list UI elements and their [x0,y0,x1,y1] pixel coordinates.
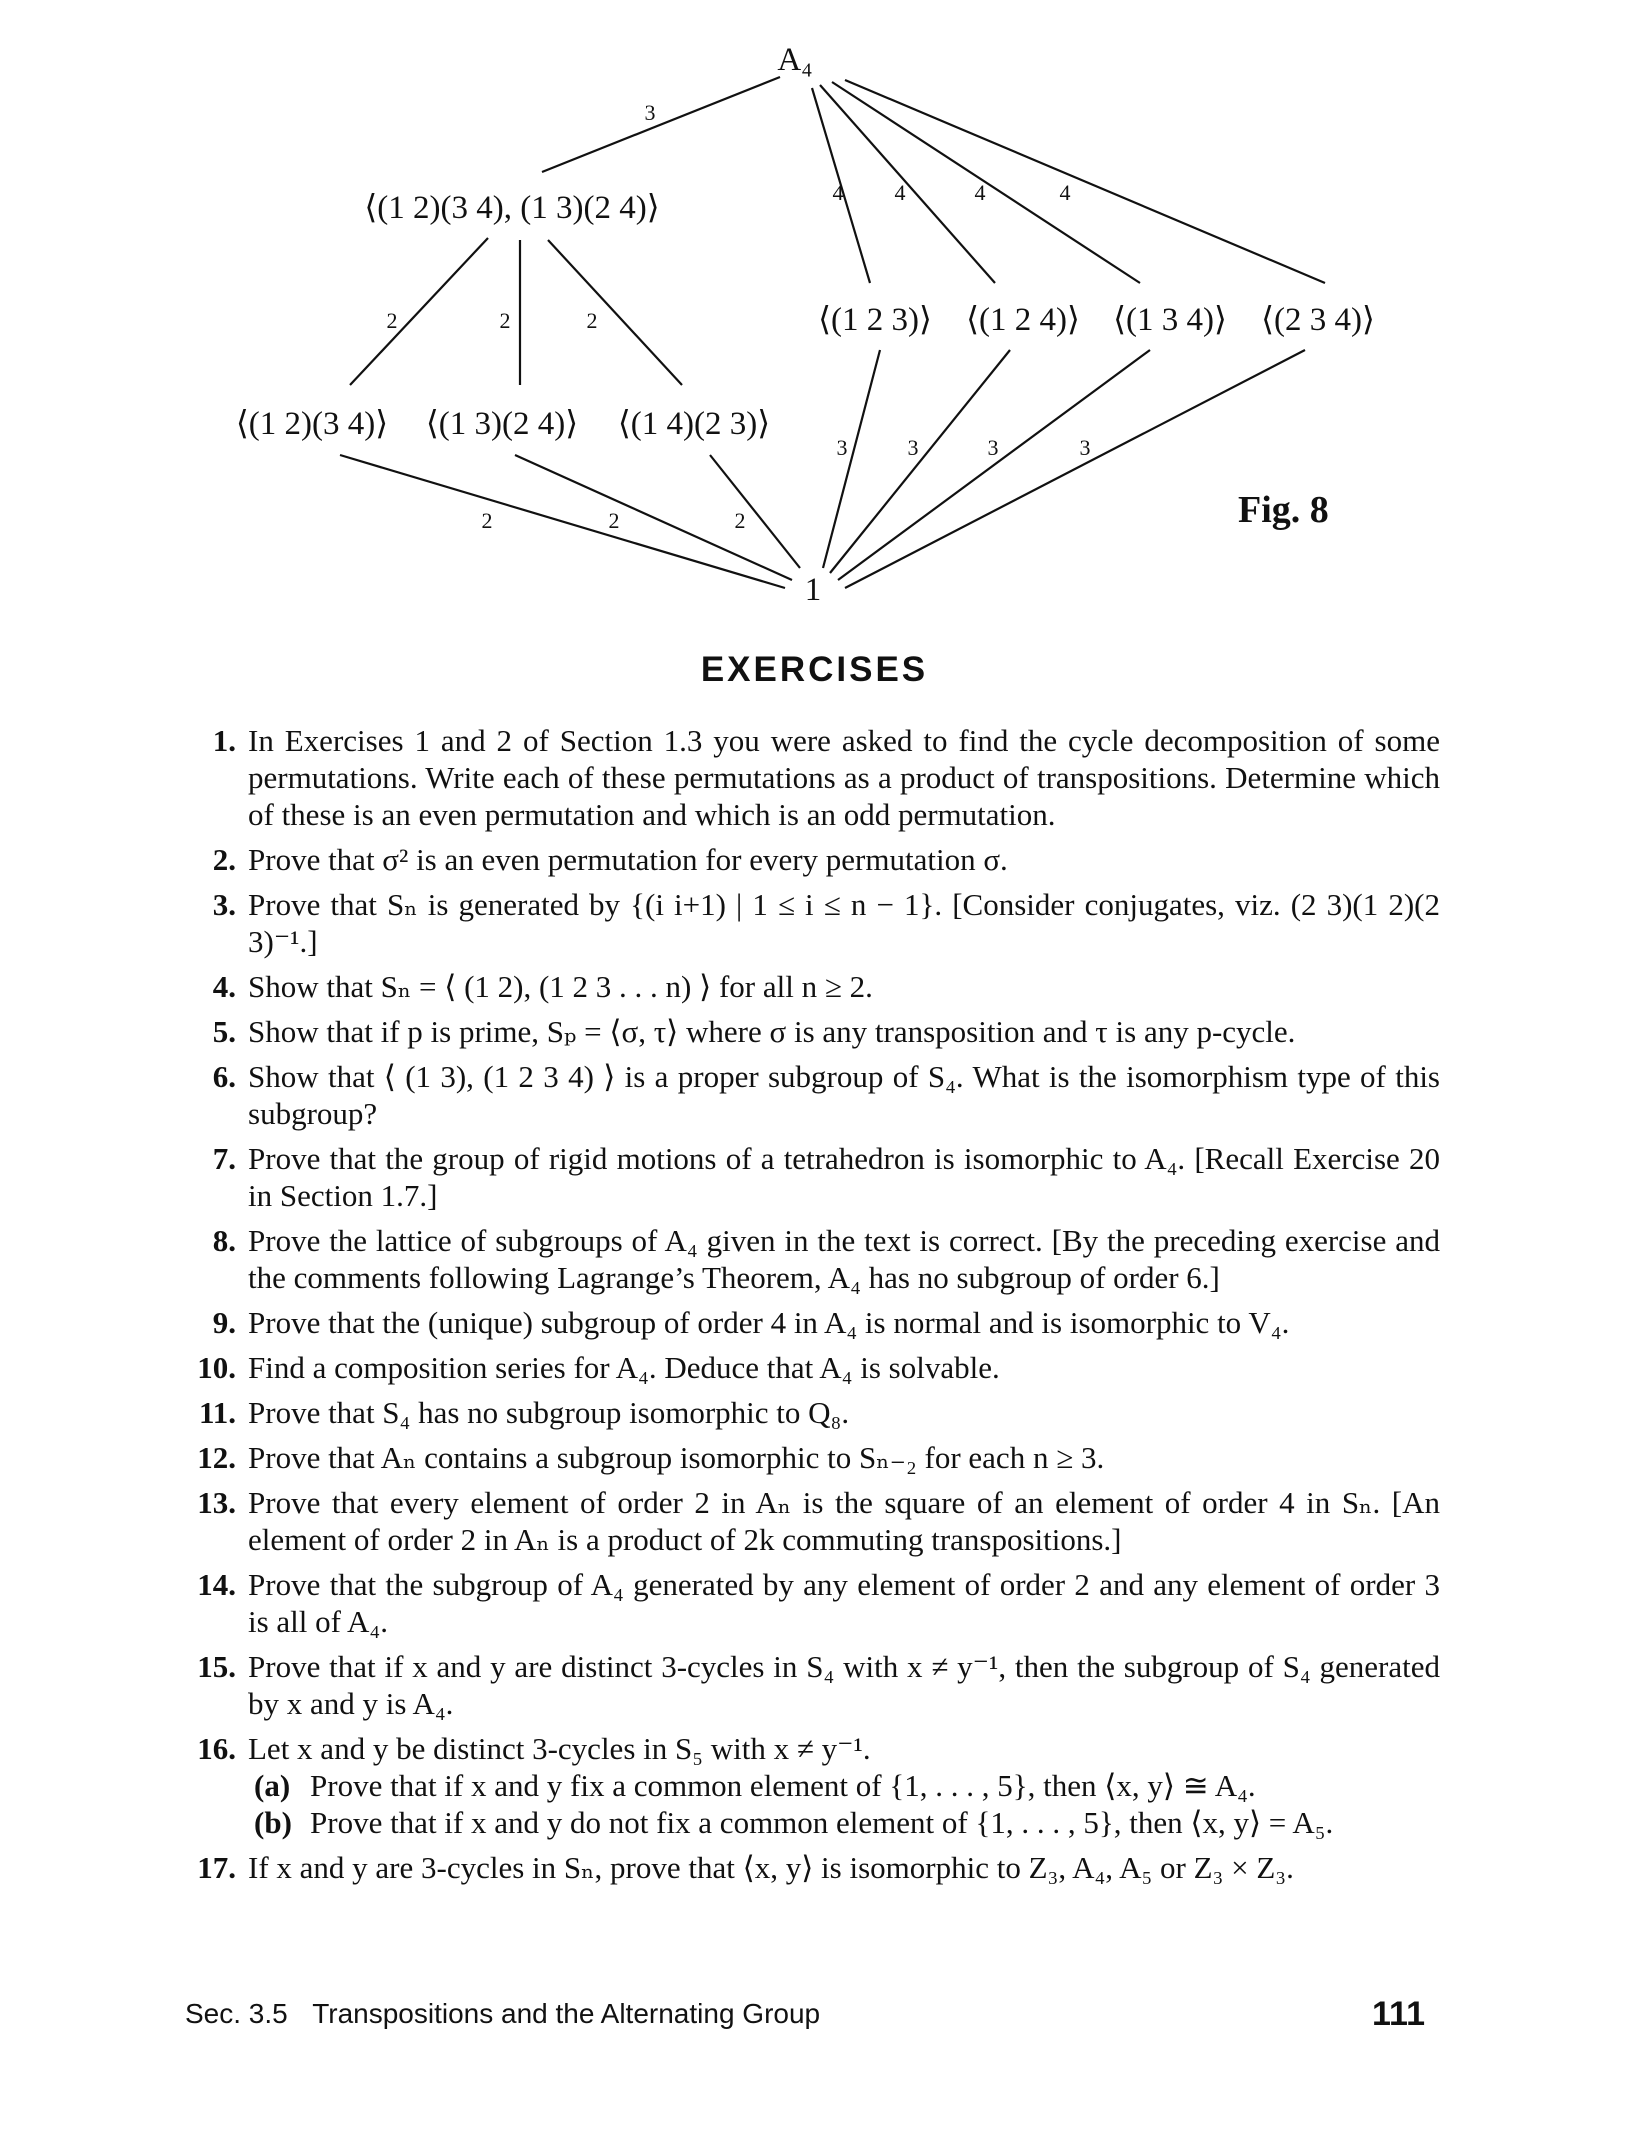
exercise-text: Prove that the group of rigid motions of a tetrahedron is isomorphic to A₄. [Recall Exercise 20 in Section 1.7.] [248,1141,1440,1213]
exercise-number: 10. [197,1350,236,1385]
exercise-text: Show that if p is prime, Sₚ = ⟨σ, τ⟩ where σ is any transposition and τ is any p-cycle. [248,1014,1296,1049]
edge-c2-3-bottom [710,455,800,568]
exercise-item [160,1058,1440,1132]
node-c3-134: ⟨(1 3 4)⟩ [1113,302,1227,338]
exercise-list [160,722,1440,1894]
edge-label-top-c3-1: 4 [832,180,844,205]
edge-top-c3-2 [820,85,995,283]
exercise-item [160,1730,1440,1841]
exercise-item [160,1394,1440,1431]
edge-top-v4 [542,77,780,172]
edge-label-top-c3-2: 4 [894,180,906,205]
edge-c3-3-bottom [838,350,1150,580]
exercise-text: Prove that every element of order 2 in Aₙ is the square of an element of order 4 in Sₙ. [An element of order 2 in Aₙ is a product of 2k commuting transpositions.] [248,1485,1440,1557]
edge-label-c2-1-bottom: 2 [481,508,493,533]
exercise-number: 11. [198,1395,236,1430]
exercise-item [160,1222,1440,1296]
section-heading: EXERCISES [700,650,929,689]
edge-label-c3-2-bottom: 3 [907,435,919,460]
node-c2-14-23: ⟨(1 4)(2 3)⟩ [617,406,771,442]
edge-top-c3-3 [832,82,1140,283]
edge-label-top-v4: 3 [644,100,656,125]
edge-label-v4-c2-3: 2 [586,308,598,333]
page-number: 111 [1372,1995,1425,2033]
exercise-text: Prove that if x and y are distinct 3-cycles in S₄ with x ≠ y⁻¹, then the subgroup of S₄ generated by x and y is A₄. [248,1649,1440,1721]
edge-c3-1-bottom [823,350,880,568]
subpart-text: Prove that if x and y do not fix a common element of {1, . . . , 5}, then ⟨x, y⟩ = A₅. [310,1805,1334,1840]
edge-v4-c2-1 [350,238,488,385]
node-v4: ⟨(1 2)(3 4), (1 3)(2 4)⟩ [364,190,660,226]
exercise-body [248,1730,1440,1841]
exercise-text: Prove that Sₙ is generated by {(i i+1) | 1 ≤ i ≤ n − 1}. [Consider conjugates, viz. (2 3)(1 2)(2 3)⁻¹.] [248,887,1440,959]
exercise-number: 15. [197,1649,236,1684]
edge-label-c2-2-bottom: 2 [608,508,620,533]
edge-label-c3-1-bottom: 3 [836,435,848,460]
exercise-number: 12. [197,1440,236,1475]
exercise-number: 13. [197,1485,236,1520]
exercise-item [160,1648,1440,1722]
exercise-item [160,841,1440,878]
node-c2-13-24: ⟨(1 3)(2 4)⟩ [425,406,579,442]
exercise-number: 5. [212,1014,236,1049]
edge-v4-c2-3 [548,240,682,385]
page-footer [185,1995,1425,2033]
exercise-text: Prove that the subgroup of A₄ generated by any element of order 2 and any element of order 3 is all of A₄. [248,1567,1440,1639]
exercise-number: 6. [212,1059,236,1094]
node-c3-124: ⟨(1 2 4)⟩ [966,302,1080,338]
edge-label-c2-3-bottom: 2 [734,508,746,533]
exercise-text: Prove that σ² is an even permutation for every permutation σ. [248,842,1008,877]
subpart-label: (a) [254,1768,291,1803]
node-a4: A₄ [777,42,813,78]
exercise-text: Show that ⟨ (1 3), (1 2 3 4) ⟩ is a proper subgroup of S₄. What is the isomorphism type of this subgroup? [248,1059,1440,1131]
exercise-item [160,1849,1440,1886]
footer-section: Sec. 3.5 [185,1998,288,2029]
subpart-label: (b) [254,1805,292,1840]
exercise-item [160,886,1440,960]
exercise-item [160,722,1440,833]
exercise-number: 2. [212,842,236,877]
exercise-subpart [248,1767,1440,1804]
edge-top-c3-4 [845,80,1325,283]
edge-c3-2-bottom [830,350,1010,573]
exercise-item [160,1140,1440,1214]
exercise-text: Prove the lattice of subgroups of A₄ given in the text is correct. [By the preceding exercise and the comments following Lagrange’s Theorem, A₄ has no subgroup of order 6.] [248,1223,1440,1295]
exercise-item [160,1349,1440,1386]
exercise-number: 8. [212,1223,236,1258]
edge-label-v4-c2-1: 2 [386,308,398,333]
exercise-item [160,1439,1440,1476]
exercise-text: If x and y are 3-cycles in Sₙ, prove that ⟨x, y⟩ is isomorphic to Z₃, A₄, A₅ or Z₃ × Z₃. [248,1850,1294,1885]
exercise-text: Let x and y be distinct 3-cycles in S₅ with x ≠ y⁻¹. [248,1731,871,1766]
exercise-item [160,1013,1440,1050]
edge-c2-2-bottom [515,455,792,580]
subgroup-lattice-figure [0,0,1629,640]
exercise-item [160,1484,1440,1558]
exercise-text: In Exercises 1 and 2 of Section 1.3 you were asked to find the cycle decomposition of some permutations. Write each of these permutations as a product of transpositions. Determine which of these is an even permutation and which is an odd permutation. [248,723,1440,832]
footer-title: Transpositions and the Alternating Group [312,1998,821,2029]
exercise-subpart [248,1804,1440,1841]
exercise-number: 1. [212,723,236,758]
exercise-text: Find a composition series for A₄. Deduce that A₄ is solvable. [248,1350,1000,1385]
exercise-item [160,1304,1440,1341]
exercise-number: 3. [212,887,236,922]
node-c3-234: ⟨(2 3 4)⟩ [1261,302,1375,338]
exercise-number: 17. [197,1850,236,1885]
exercise-text: Prove that Aₙ contains a subgroup isomorphic to Sₙ₋₂ for each n ≥ 3. [248,1440,1105,1475]
exercise-number: 14. [197,1567,236,1602]
exercise-number: 4. [212,969,236,1004]
exercise-item [160,968,1440,1005]
edge-label-top-c3-3: 4 [974,180,986,205]
node-c2-12-34: ⟨(1 2)(3 4)⟩ [235,406,389,442]
edge-label-v4-c2-2: 2 [499,308,511,333]
edge-label-c3-3-bottom: 3 [987,435,999,460]
exercise-text: Show that Sₙ = ⟨ (1 2), (1 2 3 . . . n) ⟩ for all n ≥ 2. [248,969,873,1004]
exercise-item [160,1566,1440,1640]
figure-caption: Fig. 8 [1238,489,1329,531]
exercise-text: Prove that the (unique) subgroup of order 4 in A₄ is normal and is isomorphic to V₄. [248,1305,1290,1340]
exercise-number: 16. [197,1731,236,1766]
edge-label-c3-4-bottom: 3 [1079,435,1091,460]
subpart-text: Prove that if x and y fix a common element of {1, . . . , 5}, then ⟨x, y⟩ ≅ A₄. [310,1768,1256,1803]
exercise-text: Prove that S₄ has no subgroup isomorphic to Q₈. [248,1395,850,1430]
edge-label-top-c3-4: 4 [1059,180,1071,205]
node-trivial: 1 [804,572,822,608]
node-c3-123: ⟨(1 2 3)⟩ [818,302,932,338]
exercise-number: 7. [212,1141,236,1176]
edge-c2-1-bottom [340,455,785,588]
exercise-number: 9. [212,1305,236,1340]
